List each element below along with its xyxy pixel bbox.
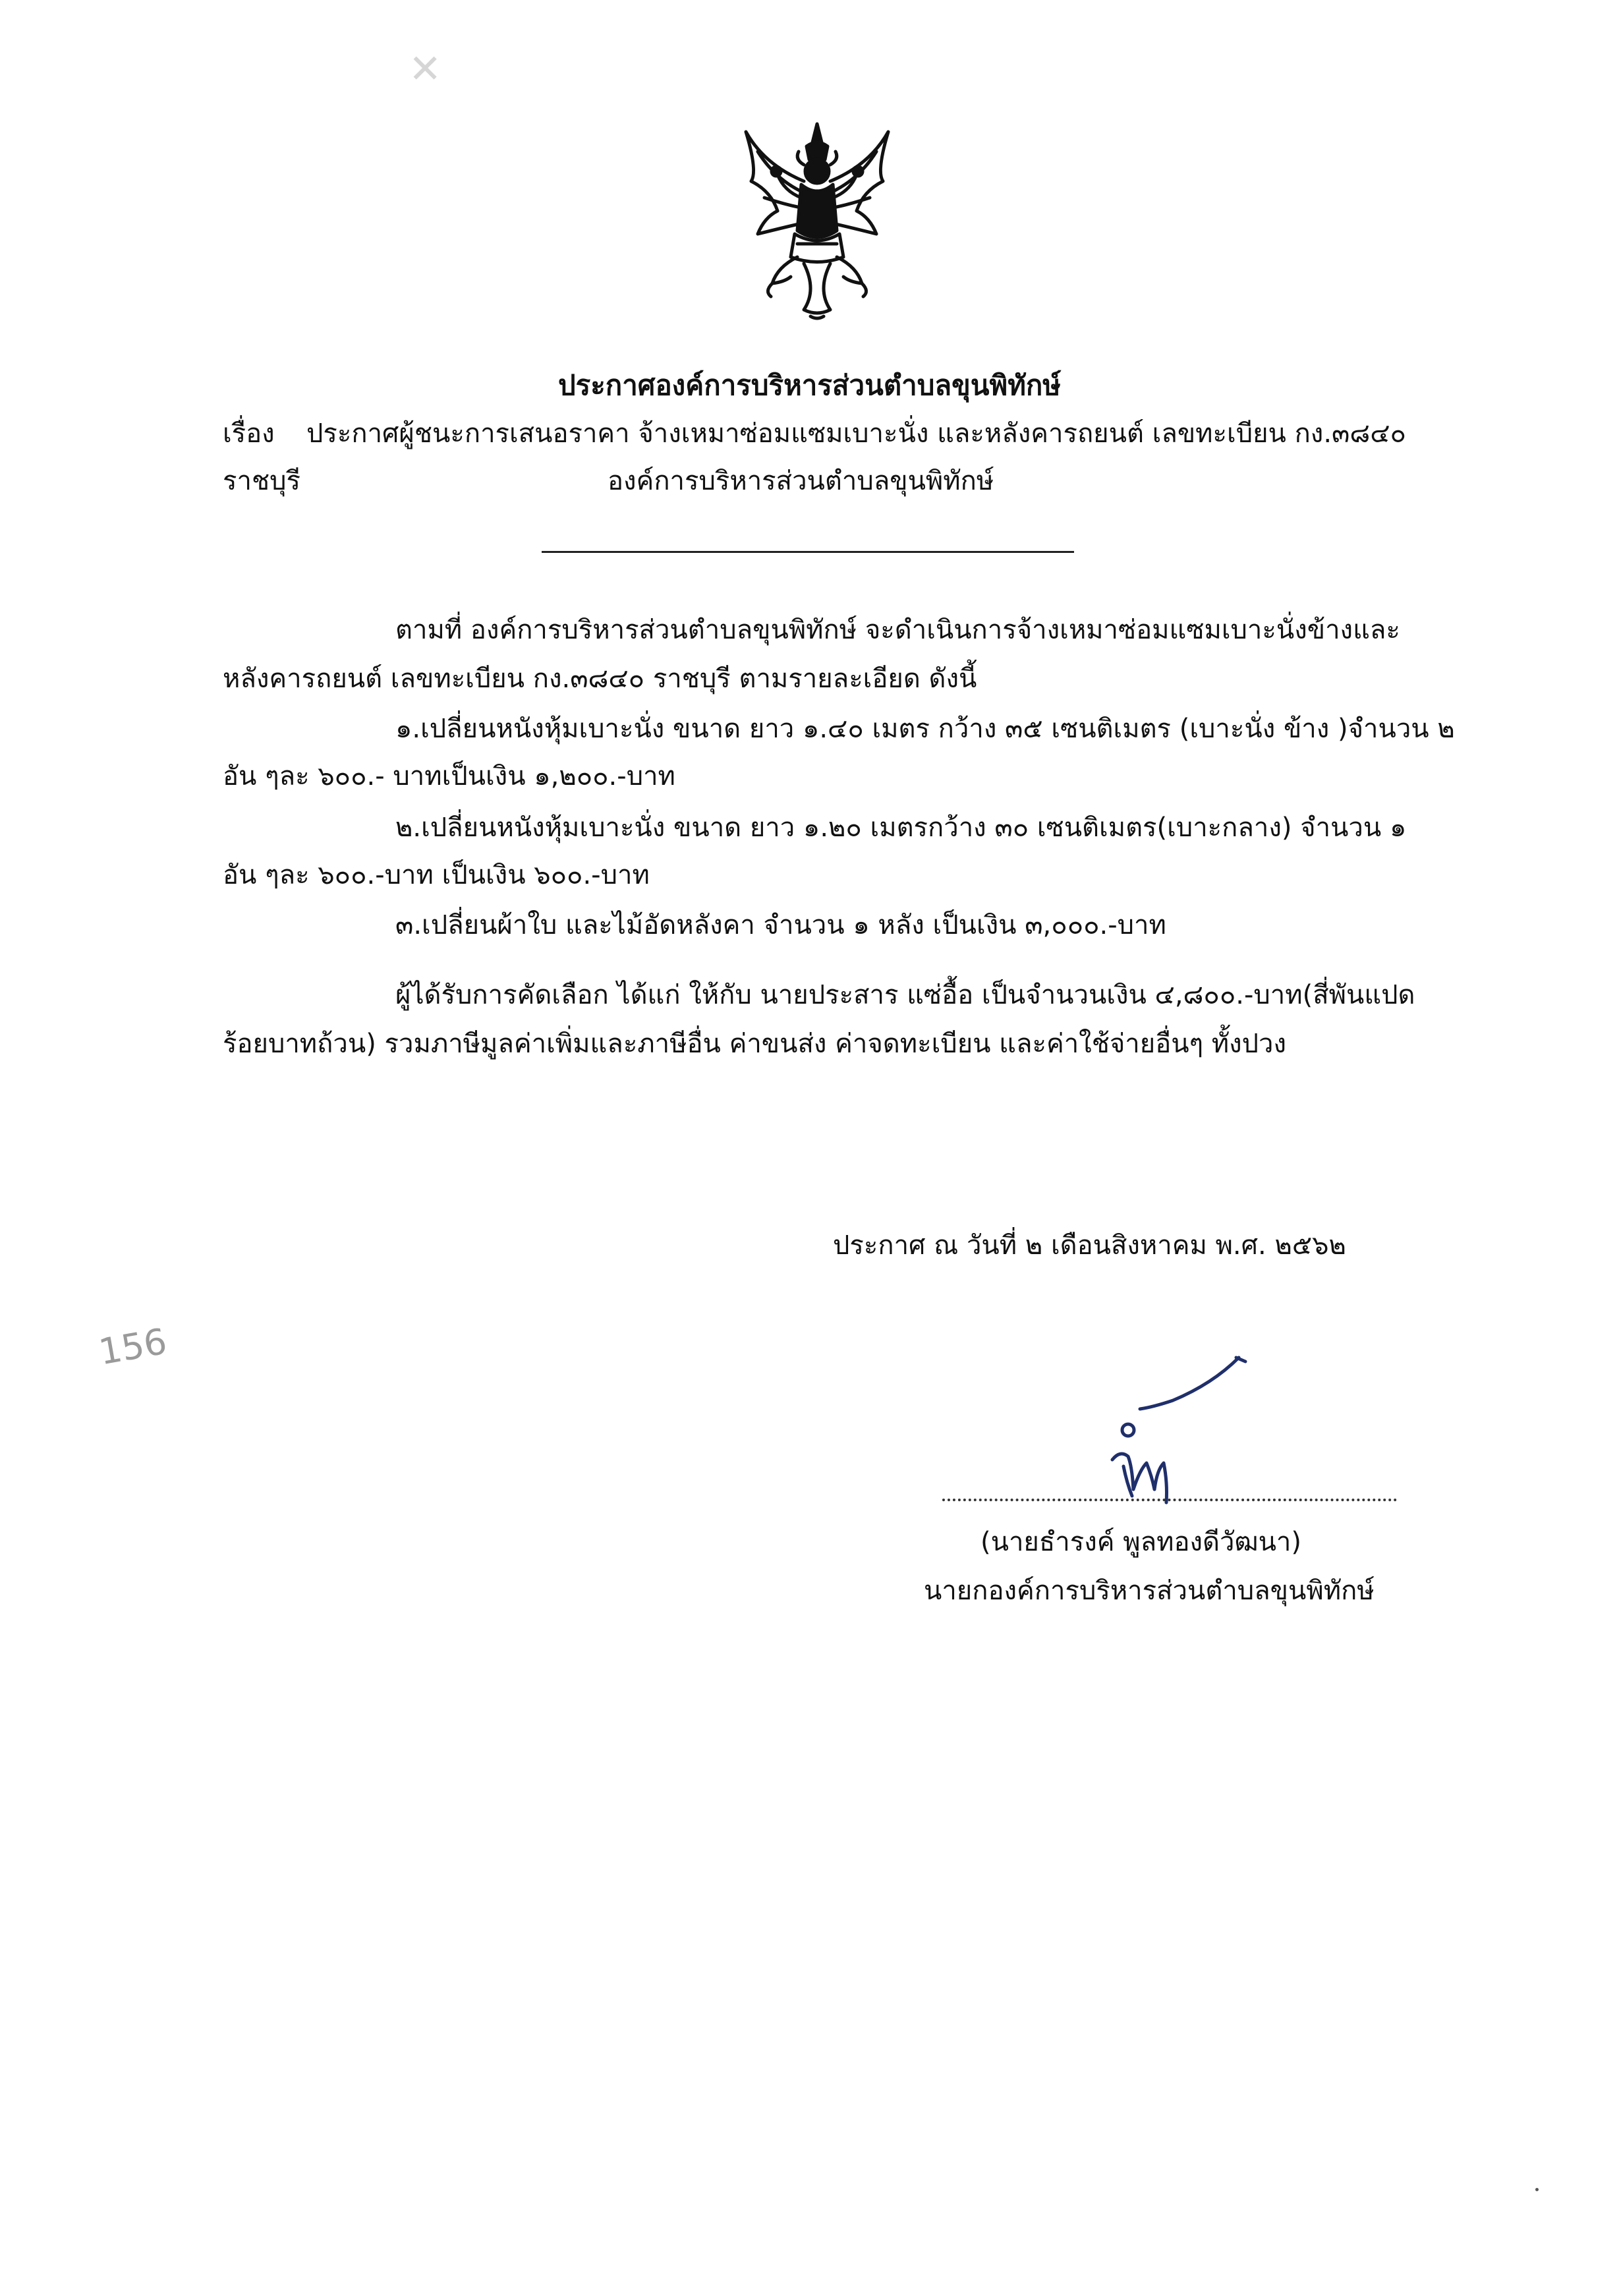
winner-line-1: ผู้ได้รับการคัดเลือก ได้แก่ ให้กับ นายประสาร แซ่อื้อ เป็นจำนวนเงิน ๔,๘๐๐.-บาท(สี่พันแปด <box>395 980 1415 1010</box>
divider-line <box>542 551 1074 553</box>
subject-line-2-left: ราชบุรี <box>223 466 300 496</box>
subject-label: เรื่อง <box>223 418 275 449</box>
handwritten-note: 156 <box>96 1320 170 1373</box>
document-title: ประกาศองค์การบริหารส่วนตำบลขุนพิทักษ์ <box>558 369 1061 401</box>
signature-icon <box>1094 1351 1305 1509</box>
subject-line-2-right: องค์การบริหารส่วนตำบลขุนพิทักษ์ <box>608 466 994 496</box>
item-2-line-1: ๒.เปลี่ยนหนังหุ้มเบาะนั่ง ขนาด ยาว ๑.๒๐ เมตรกว้าง ๓๐ เซนติเมตร(เบาะกลาง) จำนวน ๑ <box>395 813 1407 843</box>
item-1-line-1: ๑.เปลี่ยนหนังหุ้มเบาะนั่ง ขนาด ยาว ๑.๔๐ เมตร กว้าง ๓๕ เซนติเมตร (เบาะนั่ง ข้าง )จำนวน ๒ <box>395 714 1455 744</box>
signer-name: (นายธำรงค์ พูลทองดีวัฒนา) <box>980 1527 1301 1557</box>
item-3-line-1: ๓.เปลี่ยนผ้าใบ และไม้อัดหลังคา จำนวน ๑ หลัง เป็นเงิน ๓,๐๐๐.-บาท <box>395 910 1166 940</box>
item-2-line-2: อัน ๆละ ๖๐๐.-บาท เป็นเงิน ๖๐๐.-บาท <box>223 860 650 890</box>
intro-line-2: หลังคารถยนต์ เลขทะเบียน กง.๓๘๔๐ ราชบุรี ตามรายละเอียด ดังนี้ <box>223 664 977 694</box>
item-1-line-2: อัน ๆละ ๖๐๐.- บาทเป็นเงิน ๑,๒๐๐.-บาท <box>223 761 675 791</box>
scan-residue: ✕ <box>409 46 442 92</box>
scan-speck <box>1535 2188 1539 2191</box>
signature-line <box>942 1499 1397 1501</box>
announcement-date: ประกาศ ณ วันที่ ๒ เดือนสิงหาคม พ.ศ. ๒๕๖๒ <box>833 1230 1346 1261</box>
garuda-emblem-icon <box>738 119 896 323</box>
intro-line-1: ตามที่ องค์การบริหารส่วนตำบลขุนพิทักษ์ จะดำเนินการจ้างเหมาซ่อมแซมเบาะนั่งข้างและ <box>395 615 1400 645</box>
signer-position: นายกองค์การบริหารส่วนตำบลขุนพิทักษ์ <box>924 1576 1375 1606</box>
winner-line-2: ร้อยบาทถ้วน) รวมภาษีมูลค่าเพิ่มและภาษีอื่น ค่าขนส่ง ค่าจดทะเบียน และค่าใช้จ่ายอื่นๆ ทั้งปวง <box>223 1029 1287 1059</box>
subject-line-1: ประกาศผู้ชนะการเสนอราคา จ้างเหมาซ่อมแซมเบาะนั่ง และหลังคารถยนต์ เลขทะเบียน กง.๓๘๔๐ <box>306 418 1406 449</box>
